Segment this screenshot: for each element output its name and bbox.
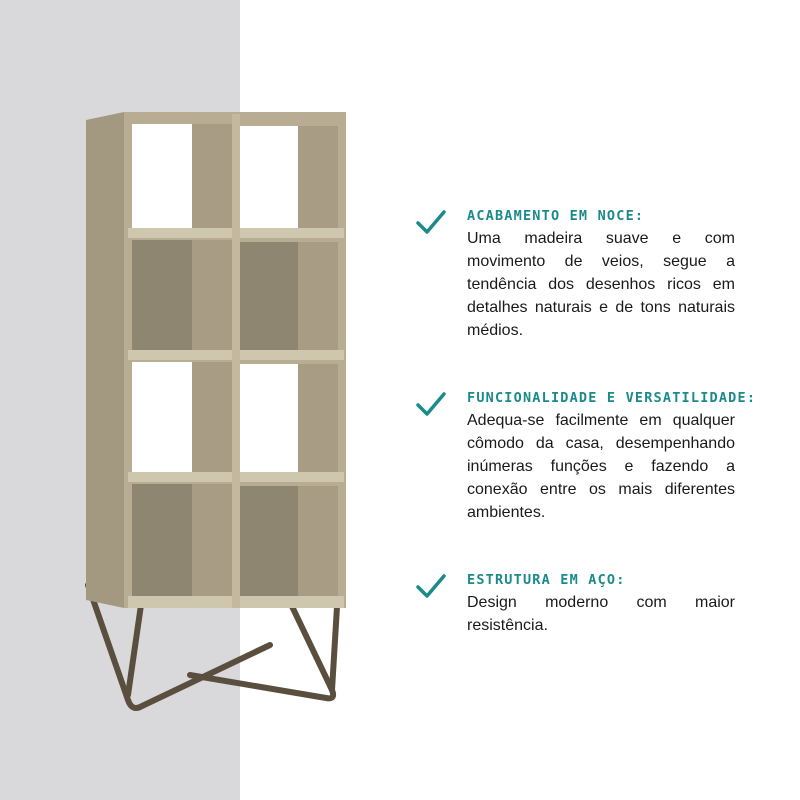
check-icon	[415, 208, 447, 236]
feature-title: FUNCIONALIDADE E VERSATILIDADE:	[467, 390, 757, 406]
feature-title: ESTRUTURA EM AÇO:	[467, 572, 626, 588]
shelf-body	[86, 112, 346, 608]
bookshelf-image	[70, 100, 360, 740]
check-icon	[415, 572, 447, 600]
feature-text: Design moderno com maior resistência.	[467, 594, 735, 634]
check-icon	[415, 390, 447, 418]
feature-title: ACABAMENTO EM NOCE:	[467, 208, 645, 224]
feature-text: Uma madeira suave e com movimento de veios, segue a tendência dos desenhos ricos em detalhes naturais e de tons naturais médios.	[467, 230, 735, 339]
feature-text: Adequa-se facilmente em qualquer cômodo da casa, desempenhando inúmeras funções e fazendo a conexão entre os mais diferentes ambientes.	[467, 412, 735, 521]
